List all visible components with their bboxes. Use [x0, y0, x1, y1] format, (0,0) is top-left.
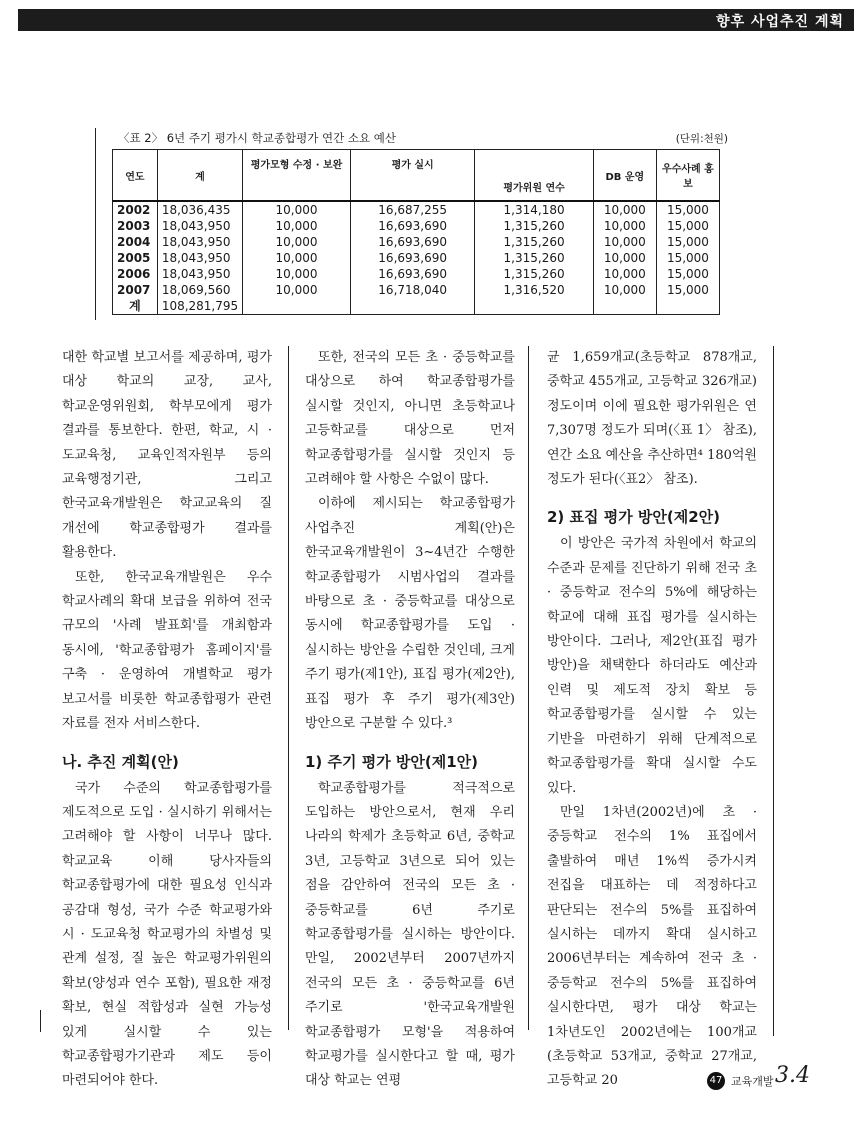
table-cell: 18,069,560 [157, 282, 242, 298]
table-cell: 2007 [113, 282, 158, 298]
section-title: 향후 사업추진 계획 [716, 14, 844, 30]
column-divider-3 [773, 346, 774, 1036]
header-cell: 우수사례 홍보 [656, 150, 719, 202]
table-cell: 10,000 [243, 266, 351, 282]
page-number: 47 [707, 1072, 725, 1090]
table-cell [475, 298, 593, 315]
table-cell: 18,043,950 [157, 250, 242, 266]
table-cell: 16,718,040 [350, 282, 475, 298]
table-cell: 10,000 [593, 250, 656, 266]
section-heading: 1) 주기 평가 방안(제1안) [305, 752, 479, 771]
paragraph: 대한 학교별 보고서를 제공하며, 평가 대상 학교의 교장, 교사, 학교운영위원회, 학부모에게 평가 결과를 통보한다. 한편, 학교, 시 · 도교육청, 교육인적자원부 등의 교육행정기관, 그리고 한국교육개발원은 학교교육의 질 개선에 학교종합평가 결과를 활용한다. [62, 350, 272, 561]
column-divider-2 [528, 346, 529, 1030]
table-cell: 1,315,260 [475, 250, 593, 266]
table-cell: 15,000 [656, 250, 719, 266]
magazine-name: 교육개발 [731, 1075, 774, 1088]
table-cell [243, 298, 351, 315]
table-row [113, 218, 720, 234]
table-cell: 15,000 [656, 282, 719, 298]
header-cell: 평가 실시 [350, 150, 475, 202]
margin-rule-left [40, 1010, 41, 1032]
paragraph: 이 방안은 국가적 차원에서 학교의 수준과 문제를 진단하기 위해 전국 초 · 중등학교 전수의 5%에 해당하는 학교에 대해 표집 평가를 실시하는 방안이다. 그러나, 제2안(표집 평가 방안)을 채택한다 하더라도 예산과 인력 및 제도적 장치 확보 등 학교종합평가를 실시할 수 있는 기반을 마련하기 위해 단계적으로 학교종합평가를 확대 실시할 수도 있다. [547, 536, 757, 796]
table-unit: (단위:천원) [675, 133, 728, 145]
table-cell [350, 298, 475, 315]
header-cell: 평가모형 수정 · 보완 [243, 150, 351, 202]
table-cell: 16,693,690 [350, 250, 475, 266]
table-cell: 1,315,260 [475, 266, 593, 282]
header-cell: 계 [157, 150, 242, 202]
table-left-rule [95, 128, 96, 320]
table-cell: 16,687,255 [350, 201, 475, 218]
table-cell: 2005 [113, 250, 158, 266]
table-cell: 10,000 [593, 218, 656, 234]
paragraph: 만일 1차년(2002년)에 초 · 중등학교 전수의 1% 표집에서 출발하여 매년 1%씩 증가시켜 전집을 대표하는 데 적정하다고 판단되는 전수의 5%를 표집하여 실시하는 데까지 확대 실시하고 2006년부터는 계속하여 전국 초 · 중등학교 전수의 5%를 표집하여 실시한다면, 평가 대상 학교는 1차년도인 2002년에는 100개교(초등학교 53개교, 중학교 27개교, 고등학교 20 [547, 804, 757, 1089]
table-cell: 15,000 [656, 266, 719, 282]
table-cell: 18,043,950 [157, 234, 242, 250]
table-cell: 1,315,260 [475, 234, 593, 250]
paragraph: 이하에 제시되는 학교종합평가 사업추진 계획(안)은 한국교육개발원이 3~4년간 수행한 학교종합평가 시범사업의 결과를 바탕으로 초 · 중등학교를 대상으로 동시에 학교종합평가를 도입 · 실시하는 방안을 수립한 것인데, 크게 주기 평가(제1안), 표집 평가(제2안), 표집 평가 후 주기 평가(제3안) 방안으로 구분할 수 있다.³ [305, 496, 515, 732]
table-cell: 16,693,690 [350, 218, 475, 234]
budget-table [112, 149, 720, 315]
table-cell: 10,000 [243, 250, 351, 266]
table-row [113, 234, 720, 250]
table-cell: 16,693,690 [350, 266, 475, 282]
paragraph: 국가 수준의 학교종합평가를 제도적으로 도입 · 실시하기 위해서는 고려해야 할 사항이 너무나 많다. 학교교육 이해 당사자들의 학교종합평가에 대한 필요성 인식과 공감대 형성, 국가 수준 학교평가와 시 · 도교육청 학교평가의 차별성 및 관계 설정, 질 높은 학교평가위원의 확보(양성과 연수 포함), 필요한 재정 확보, 현실 적합성과 실현 가능성 있게 실시할 수 있는 학교종합평가기관과 제도 등이 마련되어야 한다. [62, 780, 272, 1089]
table-cell: 10,000 [593, 234, 656, 250]
section-heading: 나. 추진 계획(안) [62, 752, 179, 771]
table-row [113, 282, 720, 298]
table-cell: 2004 [113, 234, 158, 250]
paragraph: 학교종합평가를 적극적으로 도입하는 방안으로서, 현재 우리 나라의 학제가 초등학교 6년, 중학교 3년, 고등학교 3년으로 되어 있는 점을 감안하여 전국의 모든 초 · 중등학교를 6년 주기로 학교종합평가를 실시하는 방안이다. 만일, 2002년부터 2007년까지 전국의 모든 초 · 중등학교를 6년 주기로 '한국교육개발원 학교종합평가 모형'을 적용하여 학교평가를 실시한다고 할 때, 평가 대상 학교는 연평 [305, 780, 515, 1089]
table-cell [656, 298, 719, 315]
table-cell: 2006 [113, 266, 158, 282]
header-cell: 연도 [113, 150, 158, 202]
issue-number: 3.4 [775, 1063, 810, 1088]
header-edge [12, 9, 18, 31]
table-cell [593, 298, 656, 315]
table-cell: 2002 [113, 201, 158, 218]
table-cell: 10,000 [593, 266, 656, 282]
text-column-1 [62, 346, 272, 1094]
section-heading: 2) 표집 평가 방안(제2안) [547, 508, 721, 527]
paragraph: 균 1,659개교(초등학교 878개교, 중학교 455개교, 고등학교 326개교) 정도이며 이에 필요한 평가위원은 연 7,307명 정도가 되며(〈표 1〉 참조), 연간 소요 예산을 추산하면⁴ 180억원 정도가 된다(〈표2〉 참조). [547, 350, 757, 488]
table-cell: 1,314,180 [475, 201, 593, 218]
table-cell: 2003 [113, 218, 158, 234]
paragraph: 또한, 전국의 모든 초 · 중등학교를 대상으로 하여 학교종합평가를 실시할 것인지, 아니면 초등학교나 고등학교를 대상으로 먼저 학교종합평가를 실시할 것인지 등 고려해야 할 사항은 수없이 많다. [305, 350, 515, 488]
header-band [12, 9, 854, 31]
table-cell: 1,316,520 [475, 282, 593, 298]
table-caption: 〈표 2〉 6년 주기 평가시 학교종합평가 연간 소요 예산 [118, 131, 396, 145]
column-divider-1 [288, 346, 289, 1030]
table-cell: 10,000 [243, 218, 351, 234]
table-cell: 10,000 [243, 282, 351, 298]
table-cell: 15,000 [656, 201, 719, 218]
table-row [113, 266, 720, 282]
table-row [113, 250, 720, 266]
table-cell: 18,036,435 [157, 201, 242, 218]
table-cell: 10,000 [593, 282, 656, 298]
table-cell: 10,000 [243, 234, 351, 250]
table-cell: 15,000 [656, 234, 719, 250]
table-cell: 18,043,950 [157, 266, 242, 282]
table-cell: 계 [113, 298, 158, 315]
header-cell: DB 운영 [593, 150, 656, 202]
table-cell: 16,693,690 [350, 234, 475, 250]
table-header-row [113, 150, 720, 202]
table-cell: 10,000 [593, 201, 656, 218]
table-cell: 108,281,795 [157, 298, 242, 315]
paragraph: 또한, 한국교육개발원은 우수 학교사례의 확대 보급을 위하여 전국 규모의 '사례 발표회'를 개최함과 동시에, '학교종합평가 홈페이지'를 구축 · 운영하여 개별학교 평가 보고서를 비롯한 학교종합평가 관련 자료를 전자 서비스한다. [62, 569, 272, 732]
header-cell: 평가위원 연수 [475, 150, 593, 202]
table-cell: 15,000 [656, 218, 719, 234]
text-column-3 [547, 346, 757, 1094]
table-row [113, 201, 720, 218]
table-cell: 1,315,260 [475, 218, 593, 234]
table-total-row [113, 298, 720, 315]
table-cell: 10,000 [243, 201, 351, 218]
text-column-2 [305, 346, 515, 1094]
table-cell: 18,043,950 [157, 218, 242, 234]
